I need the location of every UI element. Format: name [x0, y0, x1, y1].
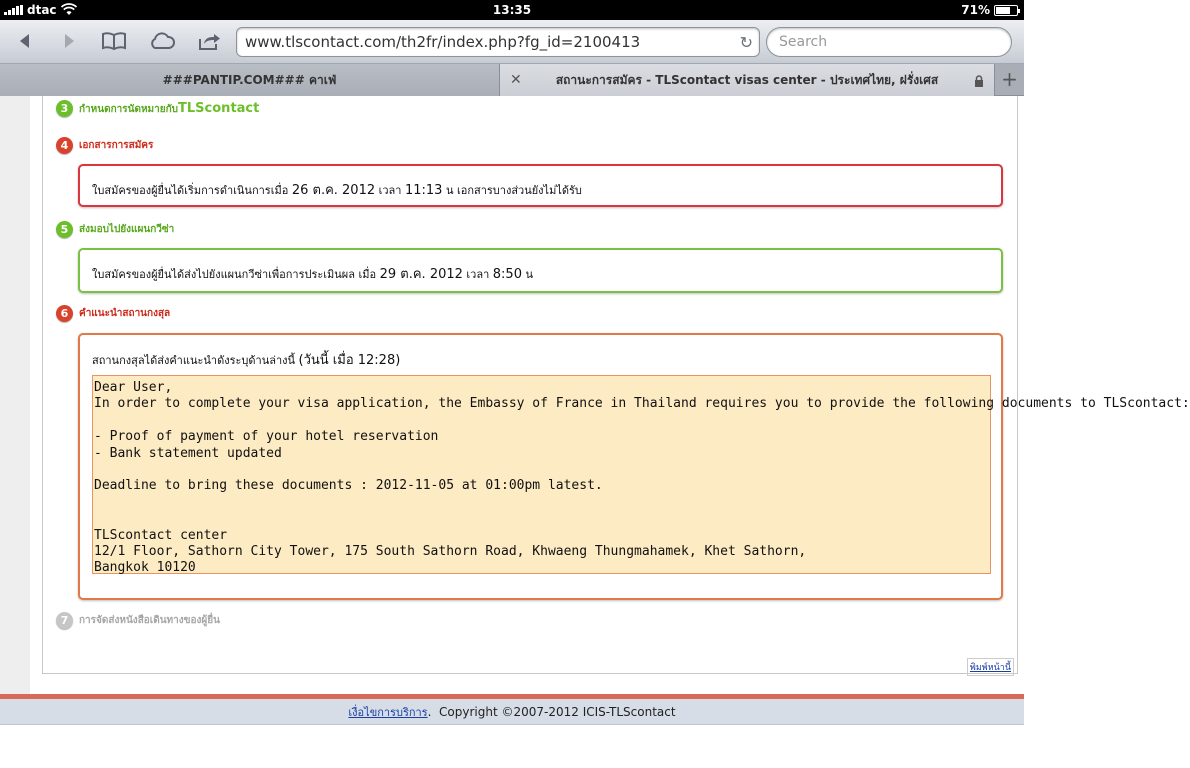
share-button[interactable] — [194, 28, 224, 54]
status-suffix: น เอกสารบางส่วนยังไม่ได้รับ — [445, 184, 582, 197]
advice-intro-time: (วันนี้ เมื่อ 12:28) — [298, 353, 401, 368]
status-text: ใบสมัครของผู้ยื่นได้เริ่มการดำเนินการเมื่อ — [92, 184, 289, 197]
tab-bar — [0, 64, 1024, 96]
clock: 13:35 — [492, 3, 532, 17]
copyright-text: Copyright ©2007-2012 ICIS-TLScontact — [439, 705, 676, 719]
step-number-badge: 7 — [56, 612, 73, 629]
brand-name: TLScontact — [178, 100, 260, 116]
bookmarks-button[interactable] — [98, 28, 130, 54]
address-bar[interactable] — [236, 27, 760, 57]
step-label: ส่งมอบไปยังแผนกวีซ่า — [79, 224, 175, 235]
tab-pantip[interactable] — [0, 64, 500, 96]
step-number-badge: 6 — [56, 305, 73, 322]
terms-link[interactable]: เงื่อไขการบริการ — [348, 706, 428, 719]
advice-intro-text: สถานกงสุลได้ส่งคำแนะนำดังระบุด้านล่างนี้ — [92, 354, 296, 367]
url-text: www.tlscontact.com/th2fr/index.php?fg_id=2100413 — [245, 33, 641, 51]
print-page-link[interactable]: พิมพ์หน้านี้ — [967, 658, 1014, 676]
page-gutter — [0, 96, 30, 696]
battery-percent: 71% — [961, 3, 990, 17]
close-tab-icon[interactable]: ✕ — [510, 72, 522, 88]
battery-icon — [994, 5, 1018, 16]
step-label: คำแนะนำสถานกงสุล — [79, 308, 171, 319]
step-label-text: กำหนดการนัดหมายกับ — [79, 103, 179, 115]
step-7-heading — [56, 612, 220, 629]
lock-icon — [974, 64, 984, 96]
step-3-heading — [56, 100, 259, 117]
step-label: เอกสารการสมัคร — [79, 140, 154, 151]
page-footer: เงื่อไขการบริการ. Copyright ©2007-2012 ICIS-TLScontact — [0, 699, 1024, 725]
time-word: เวลา — [378, 184, 402, 197]
reload-icon[interactable]: ↻ — [739, 33, 753, 52]
tab-label: ###PANTIP.COM### คาเฟ่ — [162, 73, 337, 87]
status-date: 29 ต.ค. 2012 — [379, 267, 463, 282]
book-icon — [101, 32, 127, 50]
visa-section-status-box — [78, 248, 1003, 293]
back-arrow-icon — [16, 32, 34, 50]
icloud-tabs-button[interactable] — [145, 28, 179, 54]
step-5-heading — [56, 221, 174, 238]
new-tab-button[interactable]: + — [994, 64, 1024, 96]
advice-intro — [92, 349, 400, 370]
battery-info — [961, 3, 1018, 17]
step-label: การจัดส่งหนังสือเดินทางของผู้ยื่น — [79, 615, 220, 626]
tab-tlscontact[interactable] — [500, 64, 994, 96]
step-number-badge: 5 — [56, 221, 73, 238]
status-time: 8:50 — [492, 267, 522, 282]
status-time: 11:13 — [404, 183, 443, 198]
status-text: ใบสมัครของผู้ยื่นได้ส่งไปยังแผนกวีซ่าเพื่อการประเมินผล เมื่อ — [92, 268, 377, 281]
search-input[interactable]: Search — [766, 27, 1012, 57]
consulate-notice: Dear User, In order to complete your visa application, the Embassy of France in Thailand requires you to provide the following documents to TLScontact: - Proof of payment of your hotel reservation - Bank statement updated Deadline to bring these documents : 2012-11-05 at 01:00pm latest. TLScontact center 12/1 Floor, Sathorn City Tower, 175 South Sathorn Road, Khwaeng Thungmahamek, Khet Sathorn, Bangkok 10120 — [92, 375, 991, 574]
step-number-badge: 4 — [56, 137, 73, 154]
step-4-heading — [56, 137, 153, 154]
web-page — [0, 96, 1190, 768]
time-word: เวลา — [466, 268, 490, 281]
step-number-badge: 3 — [56, 100, 73, 117]
carrier-name: dtac — [27, 3, 57, 17]
share-icon — [197, 31, 221, 51]
browser-toolbar — [0, 20, 1024, 64]
step-6-heading — [56, 305, 170, 322]
documents-status-box — [78, 164, 1003, 207]
battery-fill — [996, 7, 1010, 14]
cloud-icon — [148, 32, 176, 50]
forward-button[interactable] — [54, 28, 84, 54]
status-date: 26 ต.ค. 2012 — [291, 183, 376, 198]
forward-arrow-icon — [60, 32, 78, 50]
status-bar — [0, 0, 1024, 20]
consulate-advice-box — [78, 333, 1190, 600]
back-button[interactable] — [10, 28, 40, 54]
step-label — [79, 101, 259, 117]
status-suffix: น — [525, 268, 533, 281]
tab-label: สถานะการสมัคร - TLScontact visas center - ประเทศไทย, ฝรั่งเศส — [555, 73, 939, 87]
